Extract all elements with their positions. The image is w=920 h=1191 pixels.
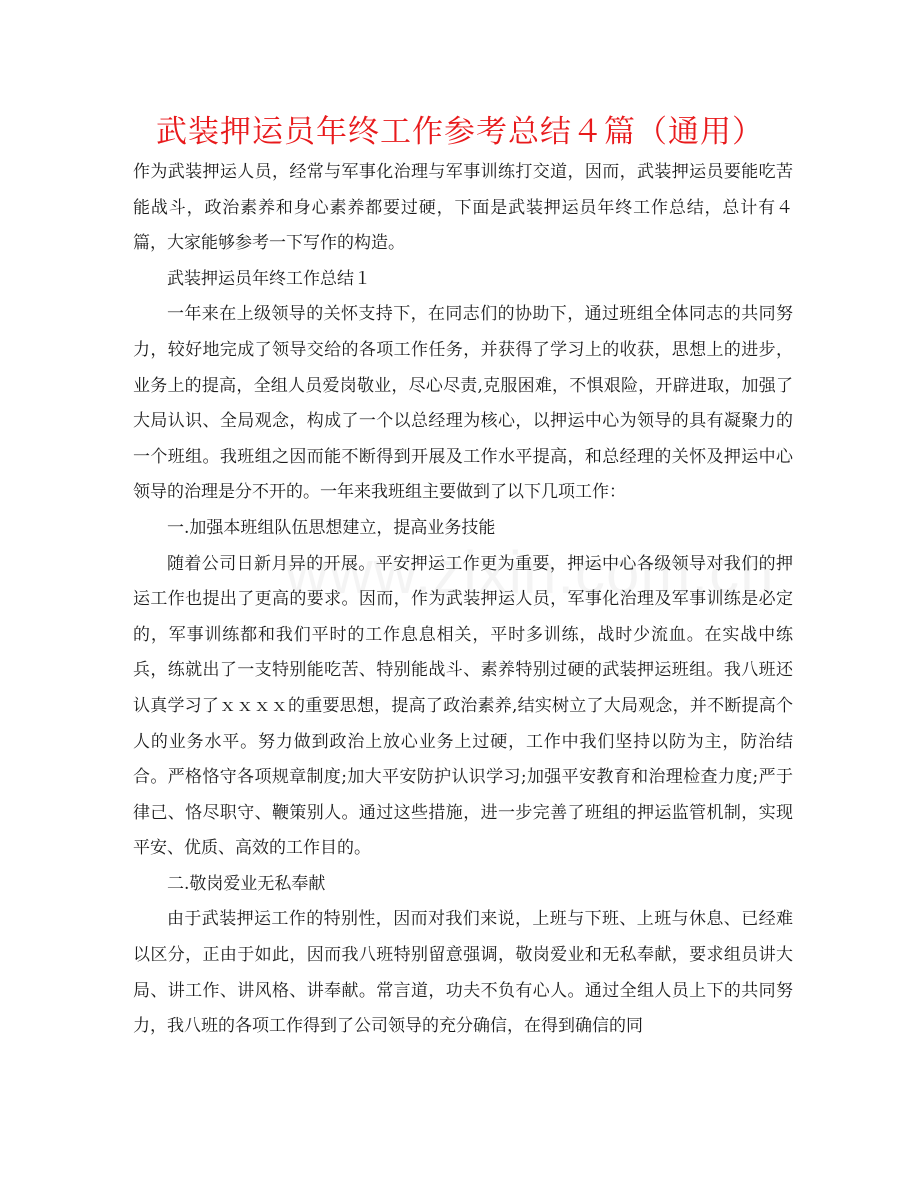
intro-paragraph: 作为武装押运人员，经常与军事化治理与军事训练打交道，因而，武装押运员要能吃苦能战斗，政治素养和身心素养都要过硬，下面是武装押运员年终工作总结，总计有４篇，大家能够参考一下写作的构造。: [133, 162, 793, 254]
body-paragraph: 一年来在上级领导的关怀支持下，在同志们的协助下，通过班组全体同志的共同努力，较好地完成了领导交给的各项工作任务，并获得了学习上的收获，思想上的进步，业务上的提高，全组人员爱岗敬业，尽心尽责,克服困难，不惧艰险，开辟进取，加强了大局认识、全局观念，构成了一个以总经理为核心，以押运中心为领导的具有凝聚力的一个班组。我班组之因而能不断得到开展及工作水平提高，和总经理的关怀及押运中心领导的治理是分不开的。一年来我班组主要做到了以下几项工作：: [133, 304, 793, 503]
section-heading-summary-1: 武装押运员年终工作总结１: [167, 268, 371, 289]
body-paragraph: 由于武装押运工作的特别性，因而对我们来说，上班与下班、上班与休息、已经难以区分，正由于如此，因而我八班特别留意强调，敬岗爱业和无私奉献，要求组员讲大局、讲工作、讲风格、讲奉献。常言道，功夫不负有心人。通过全组人员上下的共同努力，我八班的各项工作得到了公司领导的充分确信，在得到确信的同: [133, 909, 793, 1037]
body-paragraph: 随着公司日新月异的开展。平安押运工作更为重要，押运中心各级领导对我们的押运工作也提出了更高的要求。因而，作为武装押运人员，军事化治理及军事训练是必定的，军事训练都和我们平时的工作息息相关，平时多训练，战时少流血。在实战中练兵，练就出了一支特别能吃苦、特别能战斗、素养特别过硬的武装押运班组。我八班还认真学习了ｘｘｘｘ的重要思想，提高了政治素养,结实树立了大局观念，并不断提高个人的业务水平。努力做到政治上放心业务上过硬，工作中我们坚持以防为主，防治结合。严格恪守各项规章制度;加大平安防护认识学习;加强平安教育和治理检查力度;严于律己、恪尽职守、鞭策别人。通过这些措施，进一步完善了班组的押运监管机制，实现平安、优质、高效的工作目的。: [133, 553, 793, 859]
page-title: 武装押运员年终工作参考总结４篇（通用）: [156, 114, 764, 150]
section-heading-2: 二.敬岗爱业无私奉献: [167, 873, 326, 894]
document-body: [133, 155, 793, 1045]
section-heading-1: 一.加强本班组队伍思想建立，提高业务技能: [167, 517, 496, 538]
